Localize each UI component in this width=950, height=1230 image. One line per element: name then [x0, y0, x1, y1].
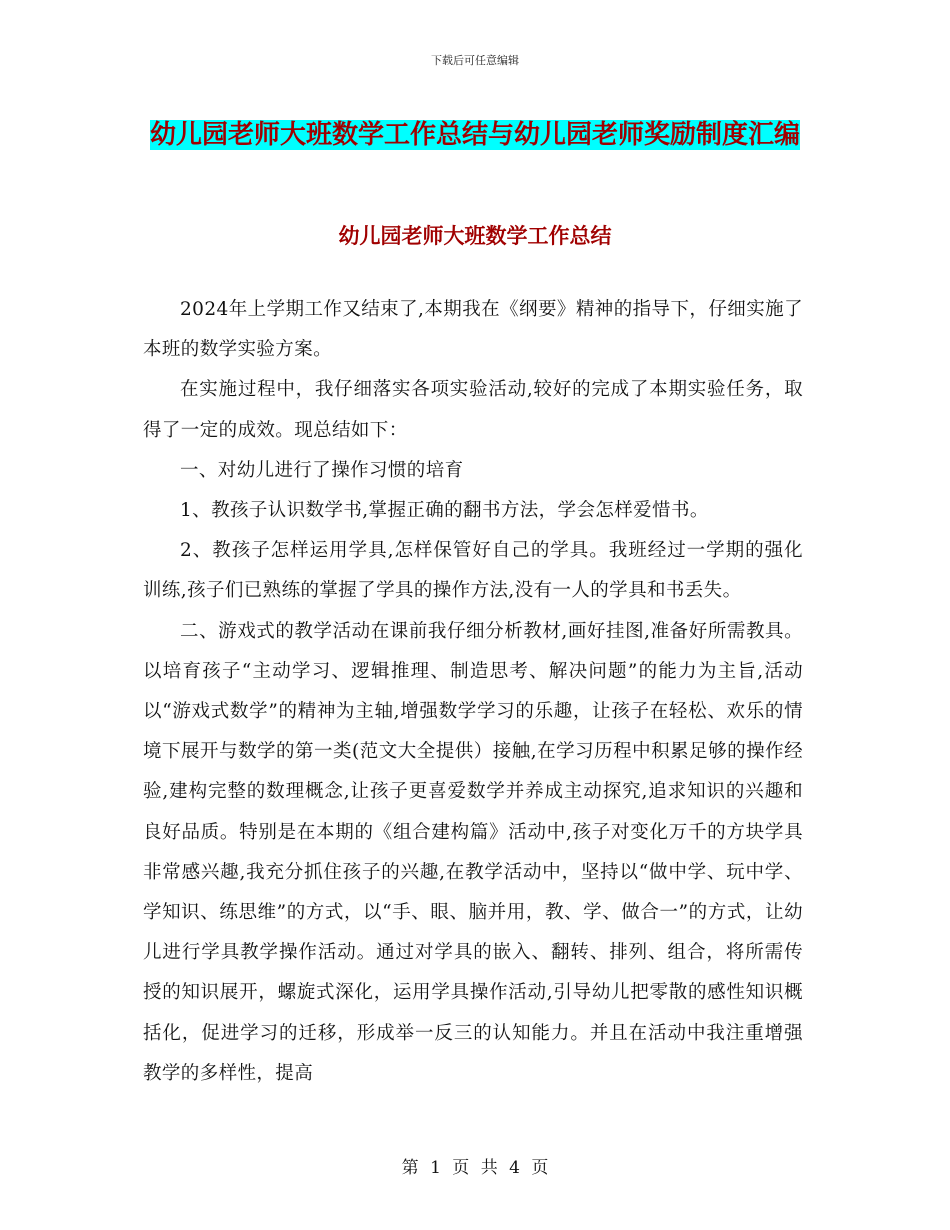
paragraph: 2、教孩子怎样运用学具,怎样保管好自己的学具。我班经过一学期的强化训练,孩子们已熟练的掌握了学具的操作方法,没有一人的学具和书丢失。	[143, 540, 803, 602]
paragraph: 1、教孩子认识数学书,掌握正确的翻书方法，学会怎样爱惜书。	[180, 500, 709, 522]
document-title-text: 幼儿园老师大班数学工作总结与幼儿园老师奖励制度汇编	[150, 120, 801, 150]
paragraph: 二、游戏式的教学活动在课前我仔细分析教材,画好挂图,准备好所需教具。以培育孩子“主动学习、逻辑推理、制造思考、解决问题”的能力为主旨,活动以“游戏式数学”的精神为主轴,增强数学学习的乐趣，让孩子在轻松、欢乐的情境下展开与数学的第一类(范文大全提供）接触,在学习历程中积累足够的操作经验,建构完整的数理概念,让孩子更喜爱数学并养成主动探究,追求知识的兴趣和良好品质。特别是在本期的《组合建构篇》活动中,孩子对变化万千的方块学具非常感兴趣,我充分抓住孩子的兴趣,在教学活动中，坚持以“做中学、玩中学、学知识、练思维”的方式，以“手、眼、脑并用，教、学、做合一”的方式，让幼儿进行学具教学操作活动。通过对学具的嵌入、翻转、排列、组合，将所需传授的知识展开，螺旋式深化，运用学具操作活动,引导幼儿把零散的感性知识概括化，促进学习的迁移，形成举一反三的认知能力。并且在活动中我注重增强教学的多样性，提高	[143, 620, 803, 1084]
page-number: 第 1 页 共 4 页	[401, 1158, 549, 1178]
document-title	[150, 108, 800, 162]
page-header-note: 下载后可任意编辑	[431, 54, 519, 67]
document-body	[143, 290, 803, 1094]
section-title: 幼儿园老师大班数学工作总结	[338, 224, 612, 248]
paragraph: 一、对幼儿进行了操作习惯的培育	[180, 459, 464, 481]
paragraph: 2024年上学期工作又结束了,本期我在《纲要》精神的指导下，仔细实施了本班的数学实验方案。	[143, 299, 803, 361]
paragraph: 在实施过程中，我仔细落实各项实验活动,较好的完成了本期实验任务，取得了一定的成效。现总结如下：	[143, 379, 803, 441]
